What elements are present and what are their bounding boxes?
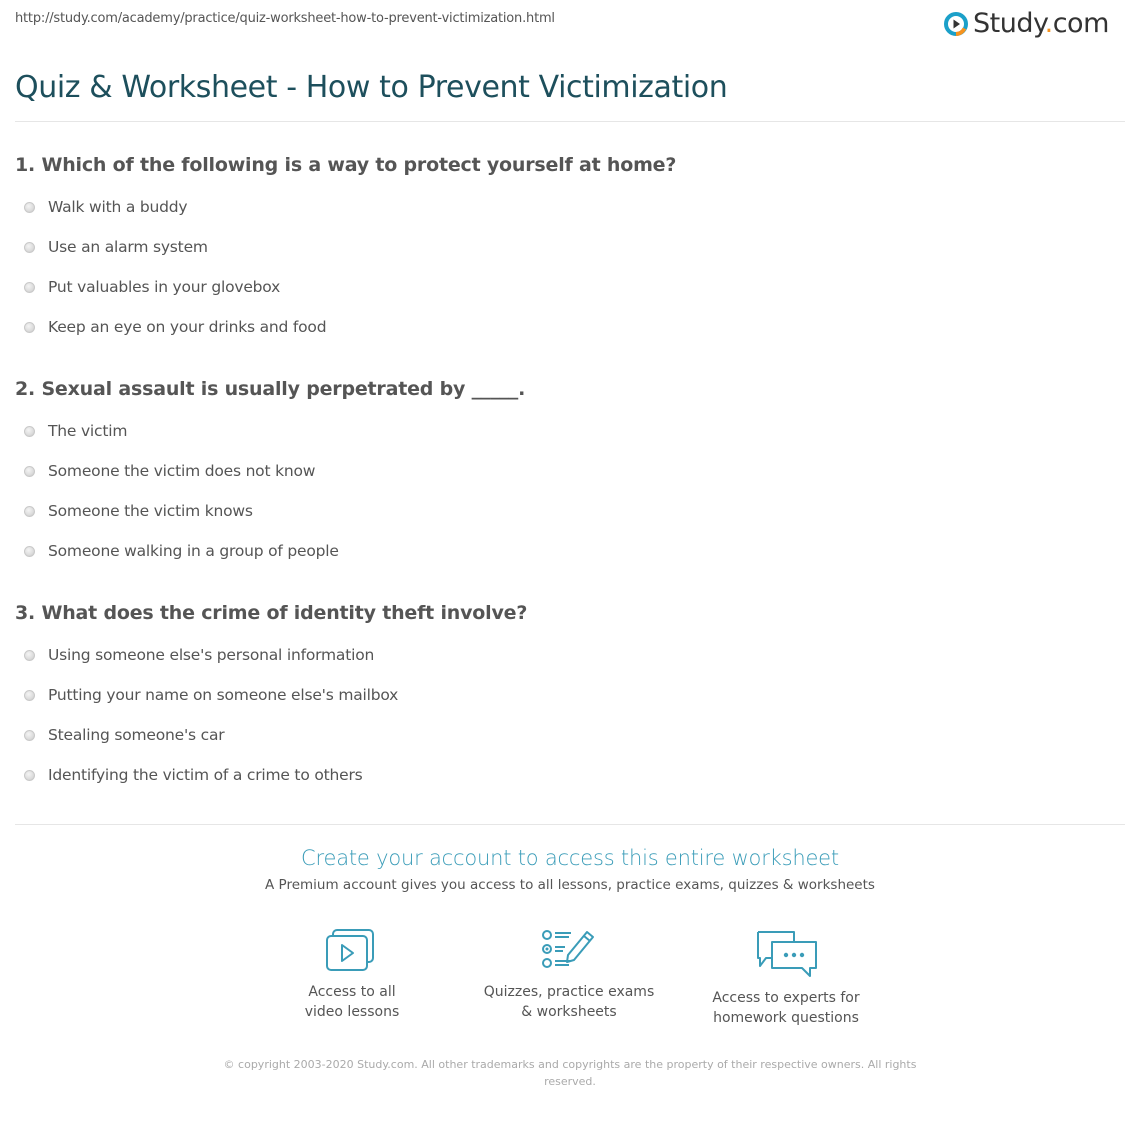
question-3: 3. What does the crime of identity theft involve? xyxy=(15,602,528,624)
divider xyxy=(15,121,1125,122)
answer-option[interactable]: Someone walking in a group of people xyxy=(24,542,339,560)
video-lessons-icon xyxy=(325,928,379,972)
page-url: http://study.com/academy/practice/quiz-worksheet-how-to-prevent-victimization.html xyxy=(15,11,555,26)
answer-option[interactable]: The victim xyxy=(24,422,127,440)
answer-option[interactable]: Someone the victim does not know xyxy=(24,462,315,480)
feature-experts: Access to experts for homework questions xyxy=(686,928,886,1028)
answer-option[interactable]: Identifying the victim of a crime to others xyxy=(24,766,363,784)
radio-button[interactable] xyxy=(24,202,35,213)
radio-button[interactable] xyxy=(24,506,35,517)
copyright-notice: © copyright 2003-2020 Study.com. All other trademarks and copyrights are the property of their respective owners. All rights reserved. xyxy=(223,1058,917,1088)
radio-button[interactable] xyxy=(24,466,35,477)
answer-option[interactable]: Someone the victim knows xyxy=(24,502,253,520)
answer-option[interactable]: Put valuables in your glovebox xyxy=(24,278,280,296)
question-2: 2. Sexual assault is usually perpetrated by _____. xyxy=(15,378,526,400)
answer-option[interactable]: Walk with a buddy xyxy=(24,198,187,216)
radio-button[interactable] xyxy=(24,650,35,661)
study-com-logo[interactable] xyxy=(944,8,1109,40)
quiz-worksheet-icon xyxy=(541,928,597,972)
answer-option[interactable]: Use an alarm system xyxy=(24,238,208,256)
feature-quizzes: Quizzes, practice exams & worksheets xyxy=(469,928,669,1022)
radio-button[interactable] xyxy=(24,282,35,293)
divider xyxy=(15,824,1125,825)
create-account-link[interactable]: Create your account to access this entire worksheet xyxy=(301,846,839,870)
chat-experts-icon xyxy=(754,928,818,978)
radio-button[interactable] xyxy=(24,546,35,557)
radio-button[interactable] xyxy=(24,322,35,333)
radio-button[interactable] xyxy=(24,730,35,741)
question-1: 1. Which of the following is a way to protect yourself at home? xyxy=(15,154,677,176)
answer-option[interactable]: Stealing someone's car xyxy=(24,726,224,744)
logo-text: Study.com xyxy=(973,8,1109,39)
answer-option[interactable]: Putting your name on someone else's mailbox xyxy=(24,686,398,704)
radio-button[interactable] xyxy=(24,770,35,781)
radio-button[interactable] xyxy=(24,426,35,437)
cta-subtitle: A Premium account gives you access to all lessons, practice exams, quizzes & worksheets xyxy=(265,877,875,893)
answer-option[interactable]: Keep an eye on your drinks and food xyxy=(24,318,326,336)
play-circle-icon xyxy=(944,12,968,36)
page-title: Quiz & Worksheet - How to Prevent Victimization xyxy=(15,70,728,105)
answer-option[interactable]: Using someone else's personal information xyxy=(24,646,374,664)
radio-button[interactable] xyxy=(24,242,35,253)
radio-button[interactable] xyxy=(24,690,35,701)
feature-video-lessons: Access to all video lessons xyxy=(252,928,452,1022)
